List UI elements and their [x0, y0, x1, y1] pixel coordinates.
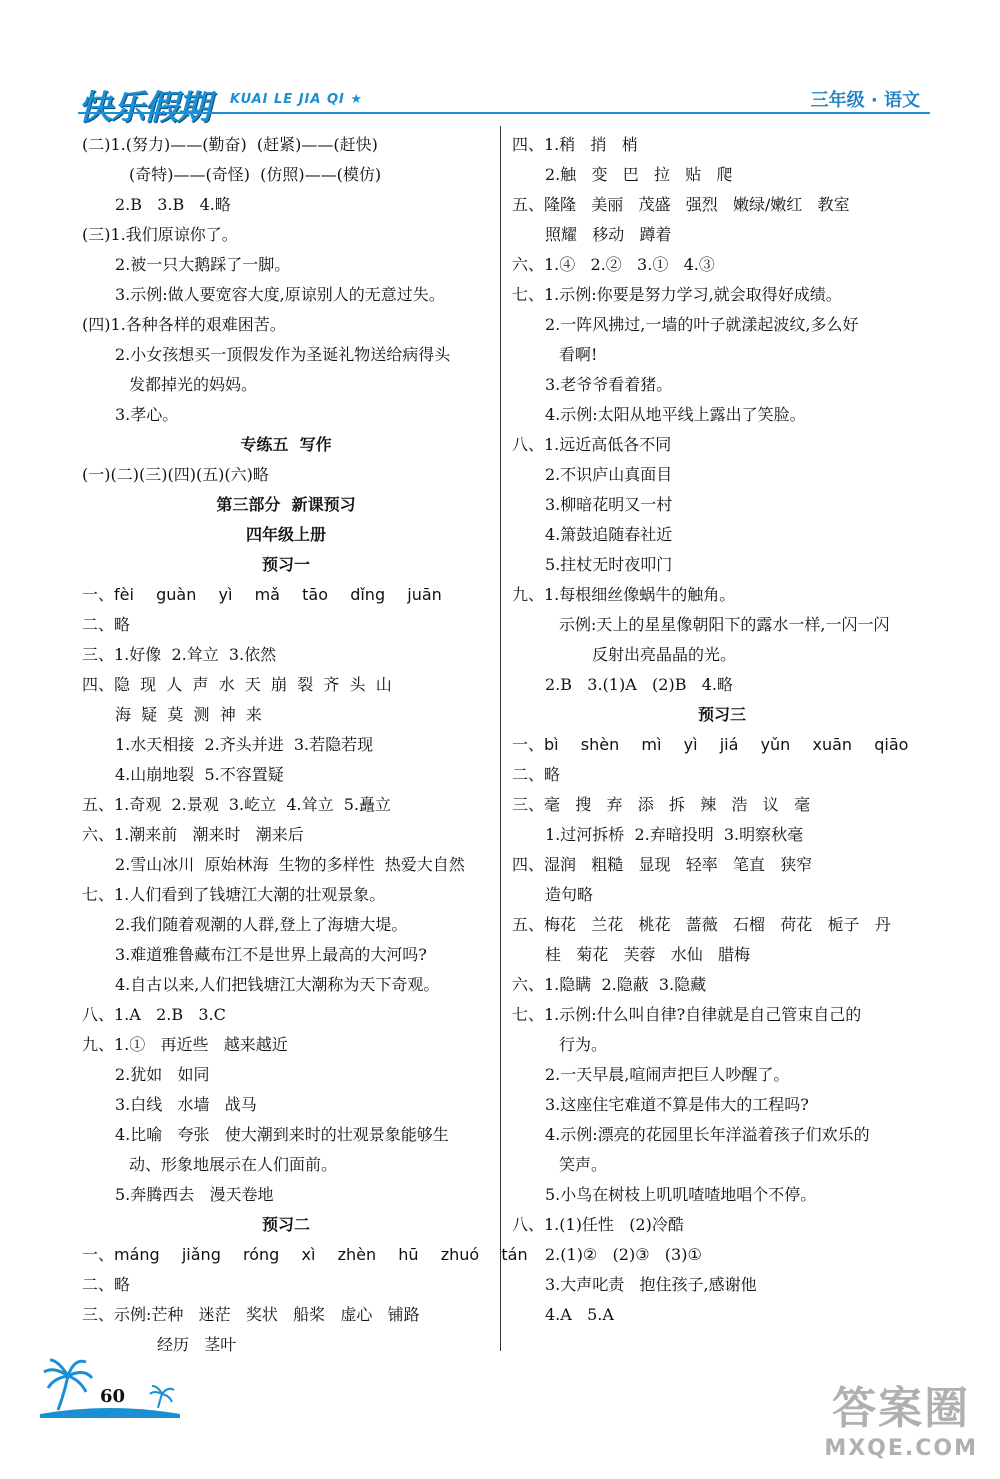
- right-answer-line: 示例:天上的星星像朝阳下的露水一样,一闪一闪: [559, 615, 890, 634]
- left-answer-line: 2.犹如 如同: [115, 1065, 210, 1084]
- right-answer-line: 4.示例:太阳从地平线上露出了笑脸。: [545, 405, 806, 424]
- right-answer-line: 3.柳暗花明又一村: [545, 495, 673, 514]
- right-answer-line: 5.小鸟在树枝上叽叽喳喳地唱个不停。: [545, 1185, 817, 1204]
- left-answer-line: 4.自古以来,人们把钱塘江大潮称为天下奇观。: [115, 975, 440, 994]
- left-answer-line: 2.雪山冰川 原始林海 生物的多样性 热爱大自然: [115, 855, 465, 874]
- page-number: 60: [100, 1386, 126, 1407]
- right-answer-line: 看啊!: [559, 345, 598, 364]
- left-answer-line: 四年级上册: [245, 525, 326, 544]
- left-answer-line: 六、1.潮来前 潮来时 潮来后: [82, 825, 304, 844]
- left-answer-line: 九、1.① 再近些 越来越近: [82, 1035, 288, 1054]
- watermark: [824, 1372, 978, 1461]
- right-answer-line: 反射出亮晶晶的光。: [592, 645, 737, 664]
- watermark-url: MXQE.COM: [824, 1436, 978, 1461]
- left-answer-line: 5.奔腾西去 漫天卷地: [115, 1185, 274, 1204]
- left-answer-line: 2.被一只大鹅踩了一脚。: [115, 255, 291, 274]
- right-answer-line: 桂 菊花 芙蓉 水仙 腊梅: [545, 945, 751, 964]
- right-answer-line: 2.B 3.(1)A (2)B 4.略: [545, 675, 733, 694]
- left-answer-line: 1.水天相接 2.齐头并进 3.若隐若现: [115, 735, 374, 754]
- page-header: [0, 0, 1000, 130]
- right-answer-column: [512, 130, 932, 1330]
- watermark-logo: 答案圈: [832, 1383, 971, 1434]
- left-answer-line: 预习二: [261, 1215, 310, 1234]
- left-answer-line: 预习一: [261, 555, 310, 574]
- right-answer-line: 3.这座住宅难道不算是伟大的工程吗?: [545, 1095, 809, 1114]
- right-answer-line: 四、湿润 粗糙 显现 轻率 笔直 狭窄: [512, 855, 813, 874]
- left-answer-line: 海 疑 莫 测 神 来: [115, 705, 262, 724]
- left-answer-line: 3.示例:做人要宽容大度,原谅别人的无意过失。: [115, 285, 445, 304]
- right-answer-line: 七、1.示例:你要是努力学习,就会取得好成绩。: [512, 285, 842, 304]
- right-answer-line: 八、1.远近高低各不同: [512, 435, 672, 454]
- right-answer-line: 2.一天早晨,喧闹声把巨人吵醒了。: [545, 1065, 790, 1084]
- left-answer-line: 4.山崩地裂 5.不容置疑: [115, 765, 284, 784]
- left-answer-line: 发都掉光的妈妈。: [129, 375, 258, 394]
- right-answer-line: 行为。: [559, 1035, 608, 1054]
- left-answer-line: (奇特)——(奇怪) (仿照)——(模仿): [129, 165, 382, 184]
- left-answer-column: [82, 130, 528, 1360]
- left-answer-line: 一、máng jiǎng róng xì zhèn hū zhuó tán: [82, 1245, 528, 1264]
- left-answer-line: 3.白线 水墙 战马: [115, 1095, 257, 1114]
- right-answer-line: 4.示例:漂亮的花园里长年洋溢着孩子们欢乐的: [545, 1125, 870, 1144]
- right-answer-line: 2.(1)② (2)③ (3)①: [545, 1245, 702, 1264]
- right-answer-line: 1.过河拆桥 2.弃暗投明 3.明察秋毫: [545, 825, 804, 844]
- left-answer-line: (二)1.(努力)——(勤奋) (赶紧)——(赶快): [82, 135, 378, 154]
- left-answer-line: (三)1.我们原谅你了。: [82, 225, 238, 244]
- left-answer-line: 3.难道雅鲁藏布江不是世界上最高的大河吗?: [115, 945, 427, 964]
- left-answer-line: 三、1.好像 2.耸立 3.依然: [82, 645, 277, 664]
- right-answer-line: 3.大声叱责 抱住孩子,感谢他: [545, 1275, 757, 1294]
- right-answer-line: 九、1.每根细丝像蜗牛的触角。: [512, 585, 736, 604]
- right-answer-line: 六、1.④ 2.② 3.① 4.③: [512, 255, 715, 274]
- right-answer-line: 六、1.隐瞒 2.隐蔽 3.隐藏: [512, 975, 707, 994]
- grade-subject-label: 三年级 · 语文: [810, 90, 920, 111]
- right-answer-line: 4.A 5.A: [545, 1305, 614, 1324]
- right-answer-line: 七、1.示例:什么叫自律?自律就是自己管束自己的: [512, 1005, 862, 1024]
- right-answer-line: 四、1.稍 捎 梢: [512, 135, 638, 154]
- right-answer-line: 预习三: [697, 705, 746, 724]
- left-answer-line: 专练五 写作: [240, 435, 332, 454]
- left-answer-line: 二、略: [82, 1275, 131, 1294]
- left-answer-line: 2.小女孩想买一顶假发作为圣诞礼物送给病得头: [115, 345, 451, 364]
- header-rule: [78, 112, 930, 114]
- left-answer-line: 八、1.A 2.B 3.C: [82, 1005, 226, 1024]
- left-answer-line: 七、1.人们看到了钱塘江大潮的壮观景象。: [82, 885, 386, 904]
- left-answer-line: 第三部分 新课预习: [216, 495, 356, 514]
- left-answer-line: 3.孝心。: [115, 405, 179, 424]
- right-answer-line: 2.一阵风拂过,一墙的叶子就漾起波纹,多么好: [545, 315, 859, 334]
- right-answer-line: 2.不识庐山真面目: [545, 465, 673, 484]
- right-answer-line: 五、隆隆 美丽 茂盛 强烈 嫩绿/嫩红 教室: [512, 195, 850, 214]
- right-answer-line: 3.老爷爷看着猪。: [545, 375, 673, 394]
- left-answer-line: 2.我们随着观潮的人群,登上了海塘大堤。: [115, 915, 408, 934]
- right-answer-line: 笑声。: [559, 1155, 608, 1174]
- left-answer-line: 二、略: [82, 615, 131, 634]
- right-answer-line: 三、毫 搜 弃 添 拆 辣 浩 议 毫: [512, 795, 811, 814]
- column-divider: [500, 126, 501, 1351]
- left-answer-line: 一、fèi guàn yì mǎ tāo dǐng juān: [82, 585, 442, 604]
- right-answer-line: 一、bì shèn mì yì jiá yǔn xuān qiāo: [512, 735, 909, 754]
- left-answer-line: 经历 茎叶: [157, 1335, 237, 1354]
- left-answer-line: 动、形象地展示在人们面前。: [129, 1155, 338, 1174]
- left-answer-line: 4.比喻 夸张 使大潮到来时的壮观景象能够生: [115, 1125, 449, 1144]
- right-answer-line: 5.拄杖无时夜叩门: [545, 555, 673, 574]
- series-logo: 快乐假期: [78, 88, 210, 128]
- right-answer-line: 八、1.(1)任性 (2)冷酷: [512, 1215, 684, 1234]
- right-answer-line: 二、略: [512, 765, 561, 784]
- right-answer-line: 2.触 变 巴 拉 贴 爬: [545, 165, 733, 184]
- left-answer-line: 三、示例:芒种 迷茫 奖状 船桨 虚心 铺路: [82, 1305, 420, 1324]
- left-answer-line: (一)(二)(三)(四)(五)(六)略: [82, 465, 269, 484]
- right-answer-line: 造句略: [545, 885, 594, 904]
- left-answer-line: 2.B 3.B 4.略: [115, 195, 231, 214]
- left-answer-line: (四)1.各种各样的艰难困苦。: [82, 315, 286, 334]
- left-answer-line: 五、1.奇观 2.景观 3.屹立 4.耸立 5.矗立: [82, 795, 392, 814]
- right-answer-line: 照耀 移动 蹲着: [545, 225, 672, 244]
- series-logo-pinyin: KUAI LE JIA QI ★: [230, 92, 364, 107]
- left-answer-line: 四、隐 现 人 声 水 天 崩 裂 齐 头 山: [82, 675, 392, 694]
- right-answer-line: 4.箫鼓追随春社近: [545, 525, 673, 544]
- right-answer-line: 五、梅花 兰花 桃花 蔷薇 石榴 荷花 栀子 丹: [512, 915, 891, 934]
